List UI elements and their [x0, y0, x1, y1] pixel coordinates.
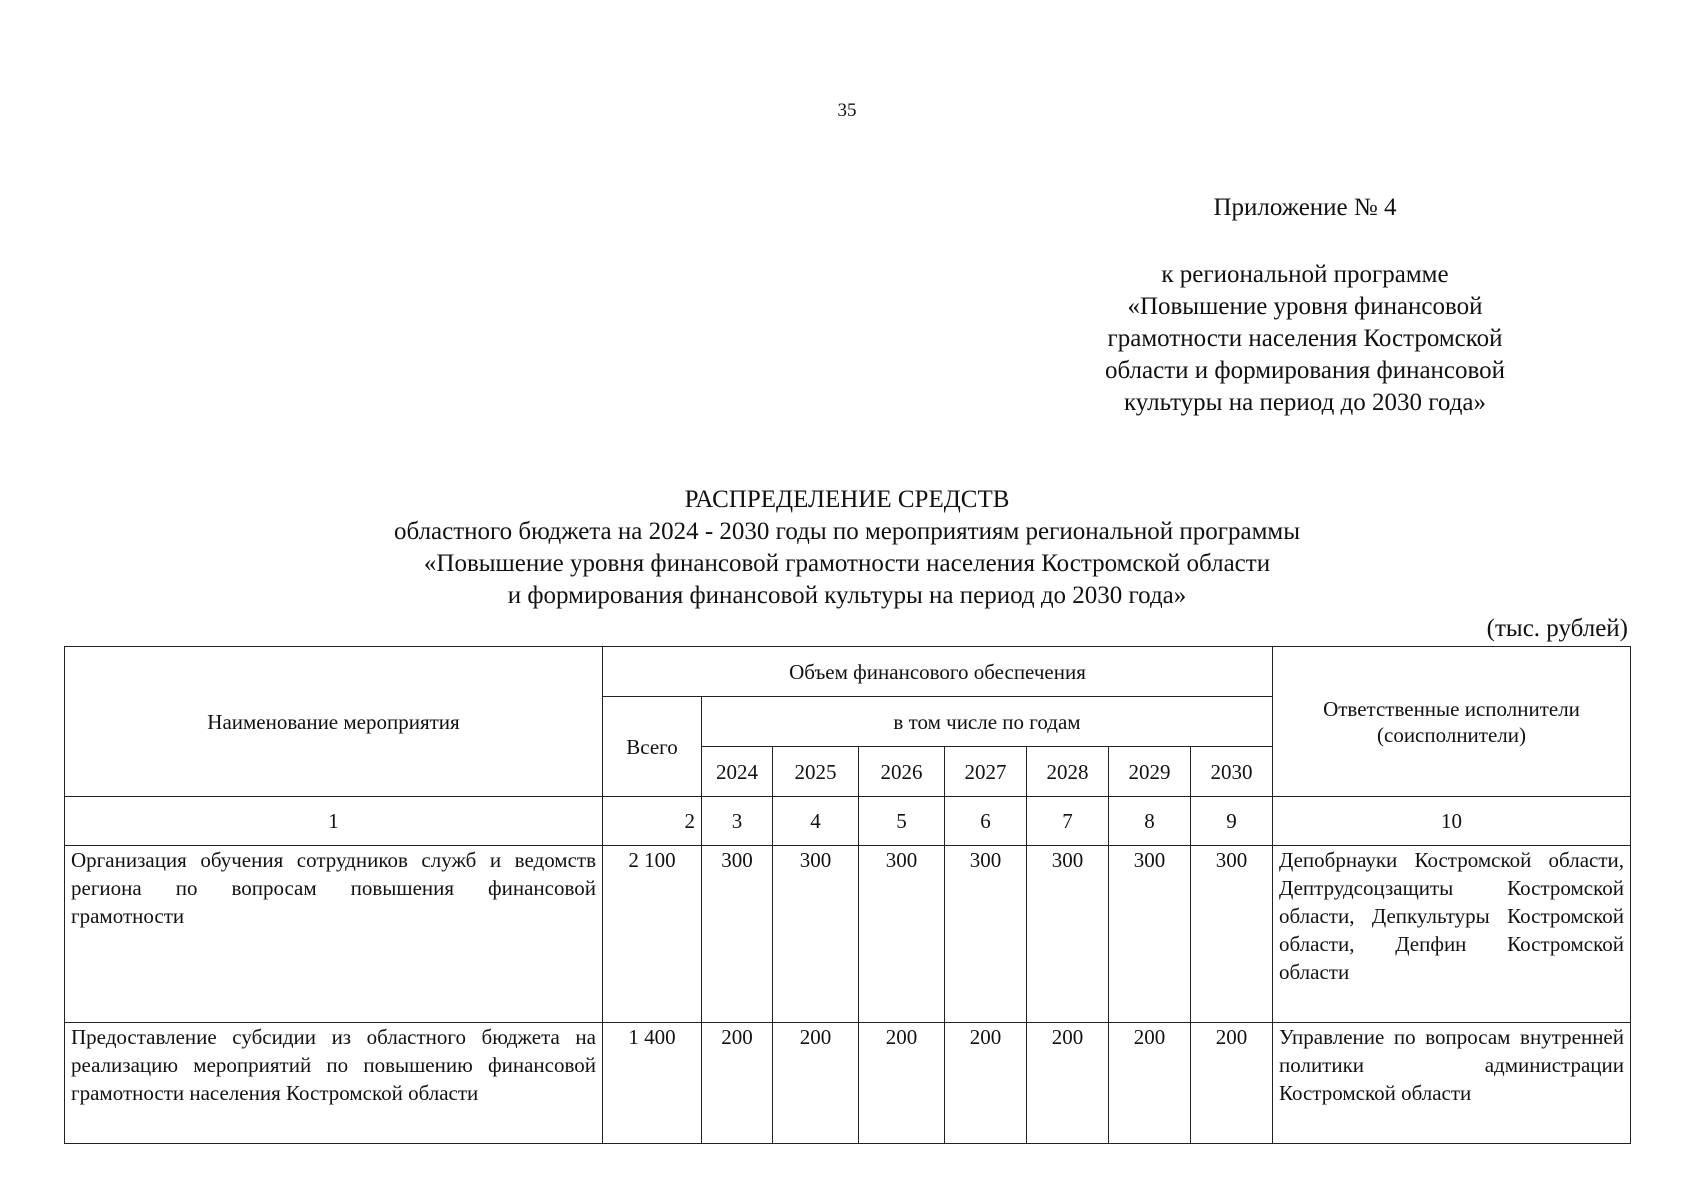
document-subtitle-line: и формирования финансовой культуры на период до 2030 года»: [507, 582, 1187, 609]
header-year: 2029: [1109, 747, 1191, 797]
header-total: Всего: [603, 697, 702, 797]
appendix-title: Приложение № 4: [1213, 194, 1397, 221]
year-value-cell: 200: [1109, 1023, 1191, 1144]
column-number: 4: [773, 797, 859, 846]
table-row: [65, 1023, 1631, 1144]
header-year: 2025: [773, 747, 859, 797]
document-title: РАСПРЕДЕЛЕНИЕ СРЕДСТВ: [684, 486, 1010, 513]
document-subtitle-line: «Повышение уровня финансовой грамотности населения Костромской области: [423, 550, 1271, 577]
column-number: 1: [65, 797, 603, 846]
table-row: [65, 846, 1631, 1023]
column-number: 3: [702, 797, 773, 846]
appendix-reference-line: культуры на период до 2030 года»: [1123, 389, 1487, 416]
year-value-cell: 300: [1027, 846, 1109, 1023]
total-cell: 1 400: [603, 1023, 702, 1144]
column-number: 5: [859, 797, 945, 846]
year-value-cell: 200: [859, 1023, 945, 1144]
year-value-cell: 200: [945, 1023, 1027, 1144]
document-heading: [0, 484, 1694, 612]
year-value-cell: 200: [702, 1023, 773, 1144]
year-value-cell: 200: [1191, 1023, 1273, 1144]
appendix-reference-line: грамотности населения Костромской: [1107, 325, 1503, 352]
header-year: 2030: [1191, 747, 1273, 797]
header-year: 2026: [859, 747, 945, 797]
year-value-cell: 300: [702, 846, 773, 1023]
document-subtitle-line: областного бюджета на 2024 - 2030 годы по мероприятиям региональной программы: [393, 518, 1301, 545]
appendix-reference: [1095, 259, 1515, 419]
column-number: 9: [1191, 797, 1273, 846]
header-year: 2024: [702, 747, 773, 797]
header-funding-volume: Объем финансового обеспечения: [603, 647, 1273, 697]
appendix-reference-line: области и формирования финансовой: [1104, 357, 1506, 384]
year-value-cell: 200: [773, 1023, 859, 1144]
units-label: (тыс. рублей): [1486, 615, 1628, 642]
executors-cell: Депобрнауки Костромской области, Дептрудсоцзащиты Костромской области, Депкультуры Костромской области, Депфин Костромской области: [1273, 846, 1631, 1023]
column-number: 8: [1109, 797, 1191, 846]
column-number: 10: [1273, 797, 1631, 846]
year-value-cell: 300: [945, 846, 1027, 1023]
column-number: 6: [945, 797, 1027, 846]
year-value-cell: 300: [773, 846, 859, 1023]
total-cell: 2 100: [603, 846, 702, 1023]
appendix-reference-line: «Повышение уровня финансовой: [1127, 293, 1483, 320]
column-number: 2: [603, 797, 702, 846]
appendix-reference-line: к региональной программе: [1161, 261, 1449, 288]
header-by-years: в том числе по годам: [702, 697, 1273, 747]
activity-name-cell: Организация обучения сотрудников служб и ведомств региона по вопросам повышения финансовой грамотности: [65, 846, 603, 1023]
header-executors: Ответственные исполнители (соисполнители): [1273, 647, 1631, 797]
year-value-cell: 300: [1191, 846, 1273, 1023]
activity-name-cell: Предоставление субсидии из областного бюджета на реализацию мероприятий по повышению финансовой грамотности населения Костромской области: [65, 1023, 603, 1144]
year-value-cell: 300: [1109, 846, 1191, 1023]
header-activity-name: Наименование мероприятия: [65, 647, 603, 797]
year-value-cell: 300: [859, 846, 945, 1023]
page-number: 35: [837, 100, 857, 121]
executors-cell: Управление по вопросам внутренней политики администрации Костромской области: [1273, 1023, 1631, 1144]
budget-table: [64, 646, 1631, 1144]
column-numbers-row: [65, 797, 1631, 846]
column-number: 7: [1027, 797, 1109, 846]
header-year: 2028: [1027, 747, 1109, 797]
year-value-cell: 200: [1027, 1023, 1109, 1144]
header-year: 2027: [945, 747, 1027, 797]
